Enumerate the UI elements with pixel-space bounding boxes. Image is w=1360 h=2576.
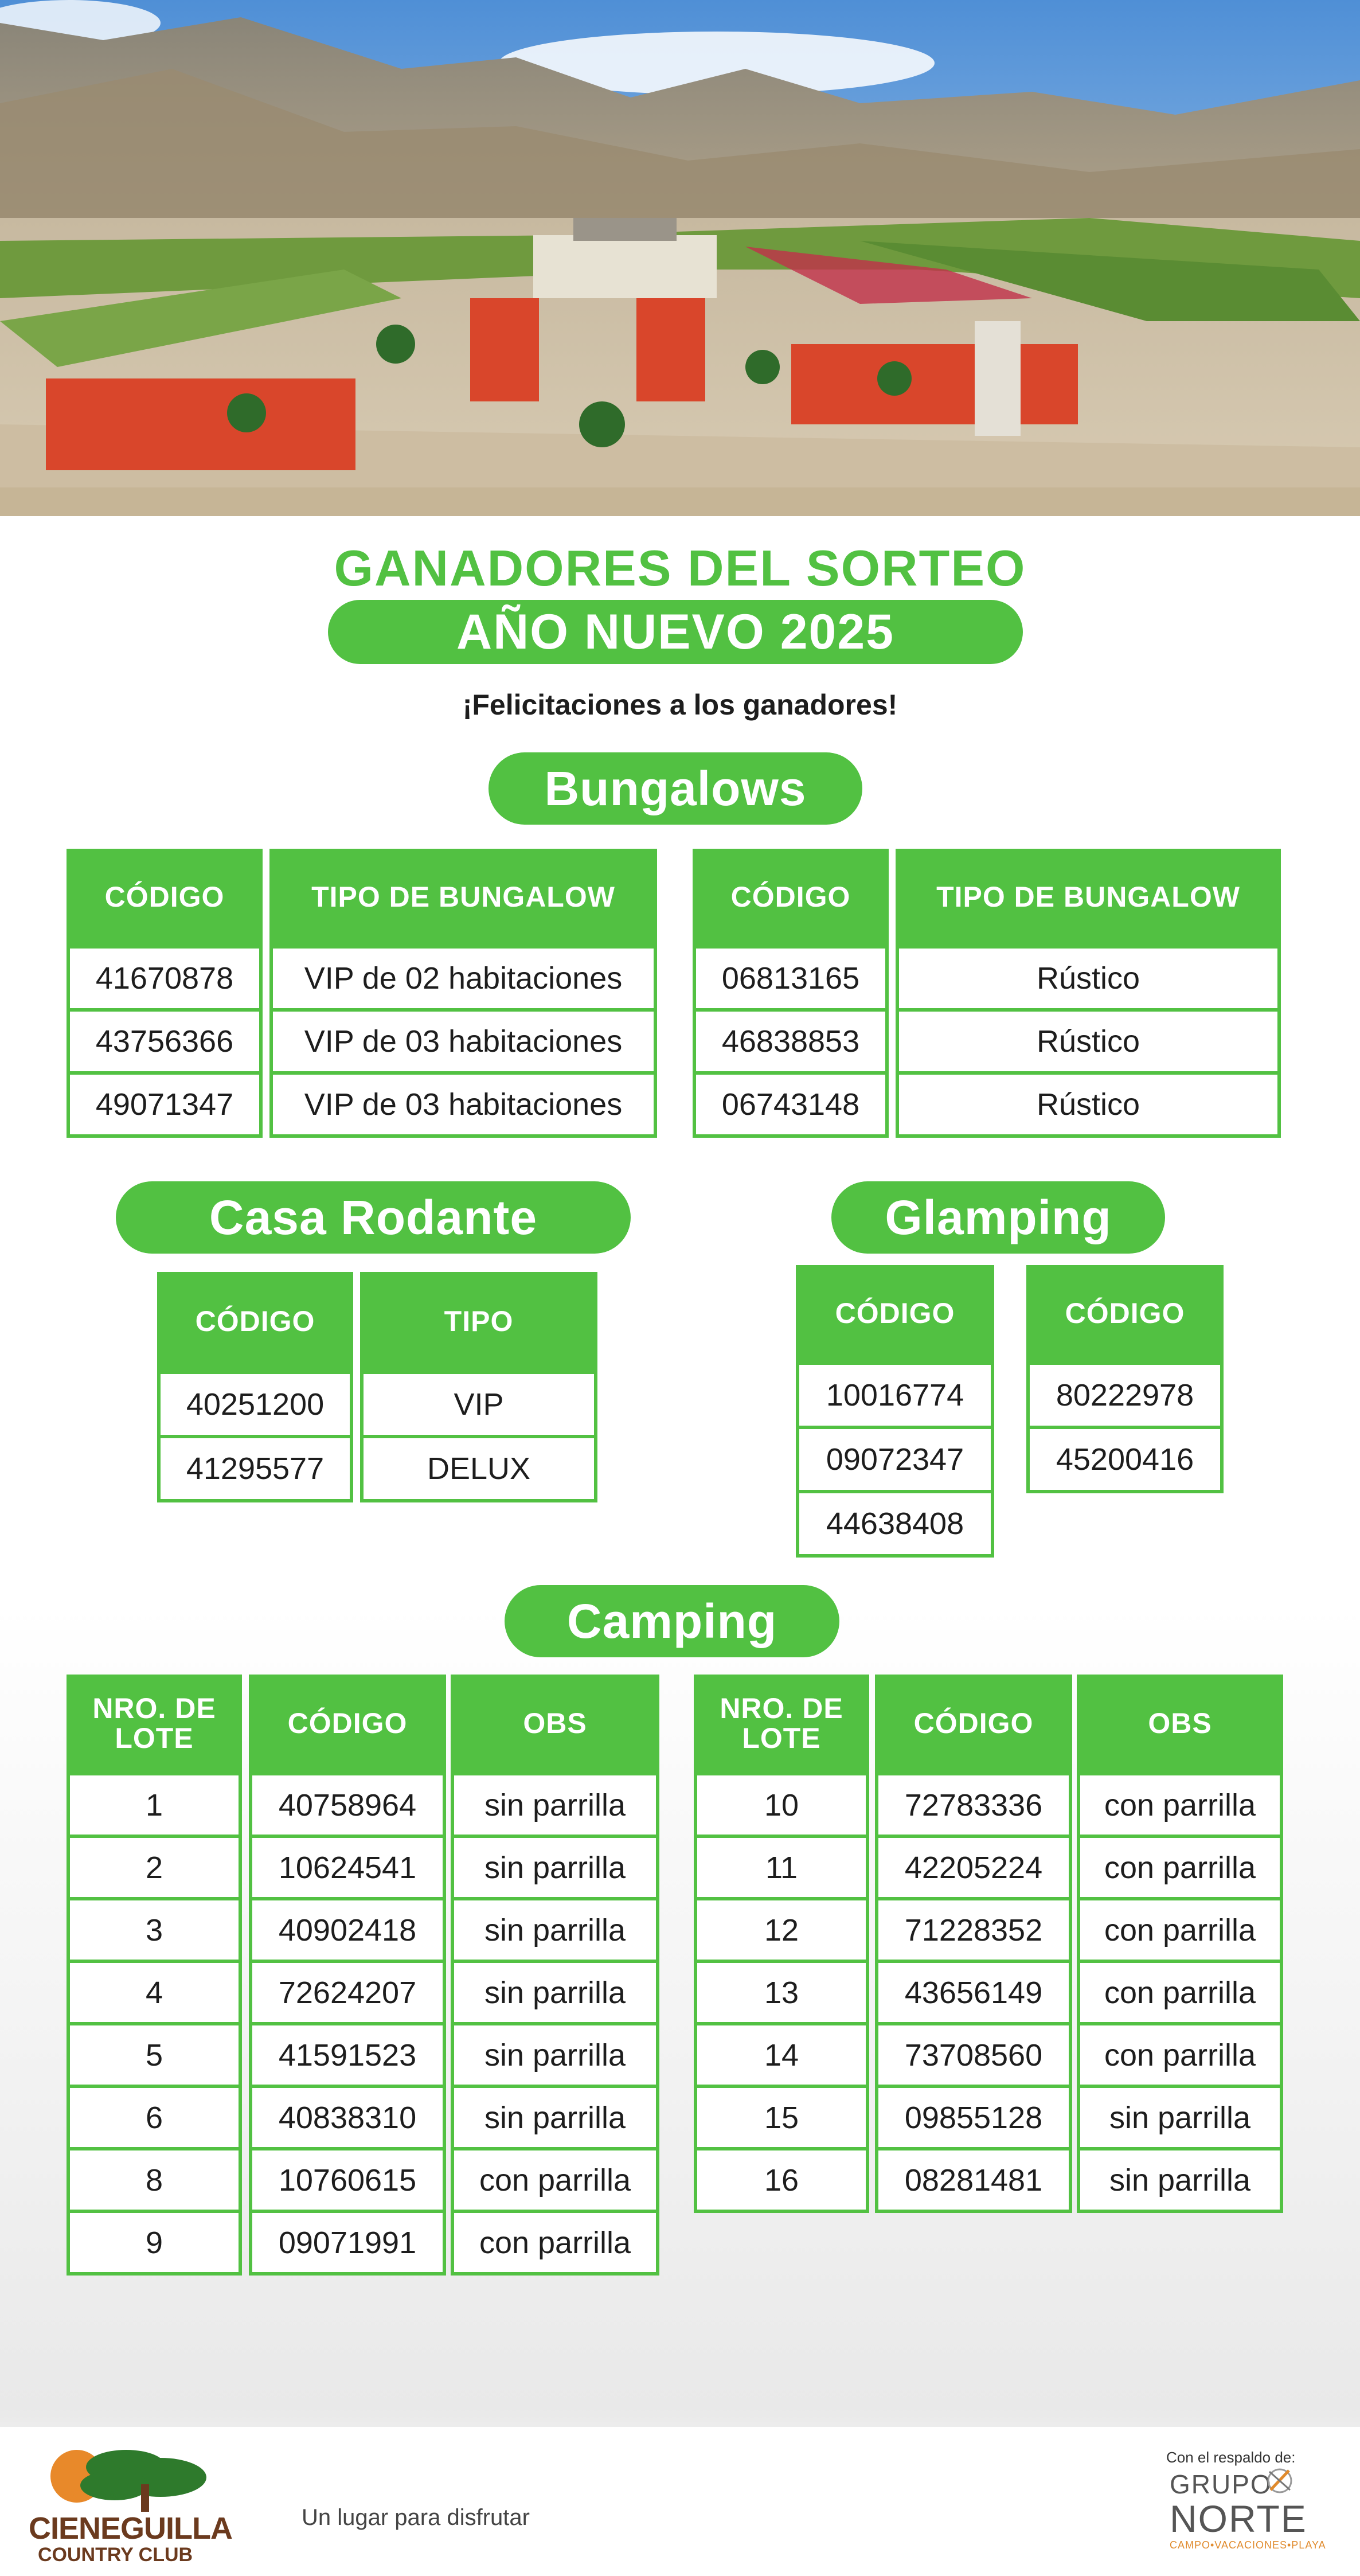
camping-cell-codigo: 10624541 (249, 1835, 446, 1900)
camping-cell-obs: sin parrilla (1077, 2085, 1283, 2150)
bungalows-cell-tipo: VIP de 02 habitaciones (269, 945, 657, 1012)
casa-cell-codigo: 41295577 (157, 1435, 353, 1502)
camping-cell-codigo: 09855128 (875, 2085, 1072, 2150)
glamping-section-title: Glamping (831, 1181, 1165, 1254)
bungalows-header-codigo: CÓDIGO (693, 849, 889, 945)
camping-cell-lote: 15 (694, 2085, 869, 2150)
camping-cell-obs: con parrilla (1077, 1960, 1283, 2025)
camping-header-lote: NRO. DE LOTE (694, 1675, 869, 1772)
title-line-1: GANADORES DEL SORTEO (334, 540, 1026, 596)
camping-cell-obs: sin parrilla (451, 1772, 659, 1838)
camping-cell-lote: 12 (694, 1897, 869, 1963)
tree-sun-icon (29, 2444, 218, 2513)
camping-cell-obs: sin parrilla (451, 2085, 659, 2150)
casa-cell-tipo: DELUX (360, 1435, 597, 1502)
camping-cell-codigo: 72624207 (249, 1960, 446, 2025)
bungalows-cell-codigo: 46838853 (693, 1008, 889, 1075)
respaldo-label: Con el respaldo de: (1166, 2449, 1296, 2466)
camping-cell-codigo: 73708560 (875, 2022, 1072, 2088)
camping-cell-lote: 2 (67, 1835, 242, 1900)
camping-cell-obs: con parrilla (1077, 1897, 1283, 1963)
glamping-cell-codigo: 44638408 (796, 1490, 994, 1558)
camping-cell-obs: con parrilla (451, 2210, 659, 2276)
bungalows-section-title: Bungalows (488, 752, 862, 825)
cieneguilla-logo-mark (29, 2444, 218, 2513)
camping-header-codigo: CÓDIGO (875, 1675, 1072, 1772)
camping-cell-lote: 8 (67, 2147, 242, 2213)
bungalows-header-tipo: TIPO DE BUNGALOW (269, 849, 657, 945)
bungalows-cell-codigo: 06813165 (693, 945, 889, 1012)
bungalows-cell-tipo: VIP de 03 habitaciones (269, 1008, 657, 1075)
title-line-2-banner: AÑO NUEVO 2025 (328, 600, 1023, 664)
glamping-cell-codigo: 45200416 (1026, 1426, 1224, 1493)
bungalows-cell-tipo: VIP de 03 habitaciones (269, 1071, 657, 1138)
bungalows-cell-codigo: 43756366 (67, 1008, 263, 1075)
camping-cell-codigo: 09071991 (249, 2210, 446, 2276)
camping-cell-lote: 3 (67, 1897, 242, 1963)
camping-cell-obs: sin parrilla (451, 2022, 659, 2088)
casa-rodante-section-title: Casa Rodante (116, 1181, 631, 1254)
camping-cell-lote: 10 (694, 1772, 869, 1838)
club-entrance-illustration (0, 0, 1360, 516)
camping-cell-obs: sin parrilla (451, 1960, 659, 2025)
grupo-norte-word-grupo: GRUPO (1170, 2469, 1272, 2499)
bungalows-header-tipo: TIPO DE BUNGALOW (896, 849, 1281, 945)
camping-cell-obs: con parrilla (451, 2147, 659, 2213)
grupo-norte-tagline: CAMPO•VACACIONES•PLAYA (1170, 2539, 1326, 2551)
grupo-norte-emblem-icon (1259, 2464, 1299, 2498)
glamping-cell-codigo: 10016774 (796, 1361, 994, 1429)
grupo-norte-word-norte: NORTE (1170, 2497, 1307, 2540)
bungalows-cell-tipo: Rústico (896, 1071, 1281, 1138)
bungalows-cell-codigo: 49071347 (67, 1071, 263, 1138)
club-subtitle: COUNTRY CLUB (38, 2544, 193, 2566)
camping-cell-codigo: 71228352 (875, 1897, 1072, 1963)
camping-cell-lote: 9 (67, 2210, 242, 2276)
camping-cell-obs: con parrilla (1077, 1835, 1283, 1900)
camping-cell-codigo: 43656149 (875, 1960, 1072, 2025)
casa-cell-tipo: VIP (360, 1371, 597, 1438)
camping-cell-lote: 6 (67, 2085, 242, 2150)
camping-cell-lote: 16 (694, 2147, 869, 2213)
camping-cell-obs: sin parrilla (451, 1897, 659, 1963)
camping-header-obs: OBS (1077, 1675, 1283, 1772)
congrats-subtitle: ¡Felicitaciones a los ganadores! (462, 689, 898, 721)
glamping-cell-codigo: 80222978 (1026, 1361, 1224, 1429)
camping-cell-lote: 5 (67, 2022, 242, 2088)
camping-cell-lote: 14 (694, 2022, 869, 2088)
camping-header-codigo: CÓDIGO (249, 1675, 446, 1772)
camping-cell-obs: sin parrilla (1077, 2147, 1283, 2213)
camping-cell-lote: 13 (694, 1960, 869, 2025)
camping-cell-lote: 4 (67, 1960, 242, 2025)
camping-cell-codigo: 72783336 (875, 1772, 1072, 1838)
bungalows-cell-tipo: Rústico (896, 1008, 1281, 1075)
camping-cell-codigo: 40838310 (249, 2085, 446, 2150)
club-name: CIENEGUILLA (29, 2511, 233, 2546)
glamping-header-codigo: CÓDIGO (1026, 1265, 1224, 1361)
camping-cell-codigo: 41591523 (249, 2022, 446, 2088)
bungalows-header-codigo: CÓDIGO (67, 849, 263, 945)
camping-cell-obs: con parrilla (1077, 1772, 1283, 1838)
camping-cell-codigo: 40902418 (249, 1897, 446, 1963)
casa-cell-codigo: 40251200 (157, 1371, 353, 1438)
casa-header-tipo: TIPO (360, 1272, 597, 1371)
glamping-cell-codigo: 09072347 (796, 1426, 994, 1493)
camping-cell-lote: 1 (67, 1772, 242, 1838)
bungalows-cell-tipo: Rústico (896, 945, 1281, 1012)
slogan: Un lugar para disfrutar (302, 2505, 530, 2530)
camping-cell-codigo: 10760615 (249, 2147, 446, 2213)
casa-header-codigo: CÓDIGO (157, 1272, 353, 1371)
camping-cell-obs: sin parrilla (451, 1835, 659, 1900)
bungalows-cell-codigo: 06743148 (693, 1071, 889, 1138)
camping-section-title: Camping (505, 1585, 839, 1657)
camping-cell-codigo: 40758964 (249, 1772, 446, 1838)
camping-header-obs: OBS (451, 1675, 659, 1772)
camping-cell-codigo: 42205224 (875, 1835, 1072, 1900)
hero-photo (0, 0, 1360, 516)
camping-cell-lote: 11 (694, 1835, 869, 1900)
camping-cell-obs: con parrilla (1077, 2022, 1283, 2088)
glamping-header-codigo: CÓDIGO (796, 1265, 994, 1361)
camping-cell-codigo: 08281481 (875, 2147, 1072, 2213)
bungalows-cell-codigo: 41670878 (67, 945, 263, 1012)
camping-header-lote: NRO. DE LOTE (67, 1675, 242, 1772)
